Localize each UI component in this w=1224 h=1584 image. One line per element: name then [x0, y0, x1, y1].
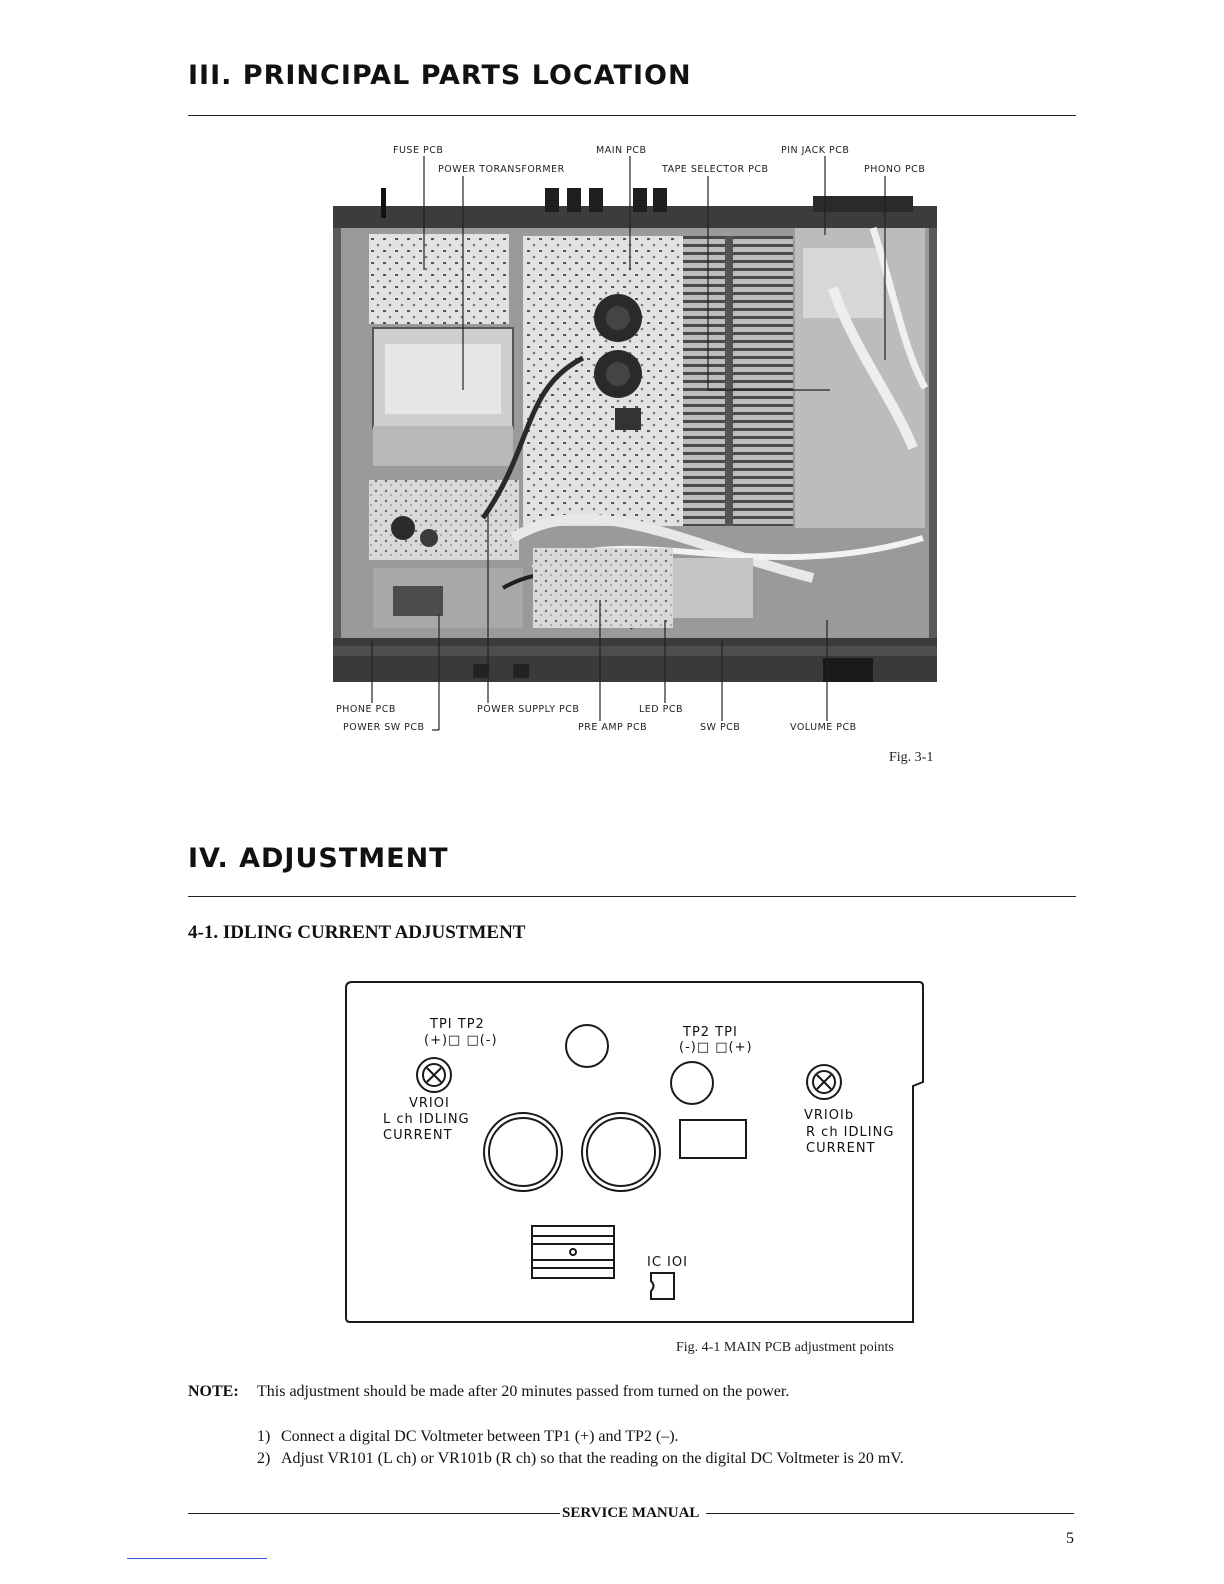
vr101-label: VRIOI: [409, 1096, 450, 1111]
label-pin-jack-pcb: PIN JACK PCB: [781, 145, 850, 156]
step-text: Connect a digital DC Voltmeter between TP1 (+) and TP2 (–).: [281, 1428, 679, 1445]
subsection-title: 4-1. IDLING CURRENT ADJUSTMENT: [188, 922, 526, 943]
step-number: 1): [257, 1428, 271, 1445]
fig31-caption: Fig. 3-1: [889, 750, 934, 765]
left-tp-header: TPI TP2: [430, 1017, 485, 1032]
label-phone-pcb: PHONE PCB: [336, 704, 396, 715]
footer-rule-right: [706, 1513, 1074, 1514]
label-pre-amp-pcb: PRE AMP PCB: [578, 722, 648, 733]
fig41-caption: Fig. 4-1 MAIN PCB adjustment points: [676, 1340, 894, 1355]
label-power-sw-pcb: POWER SW PCB: [343, 722, 425, 733]
right-tp-polarity: (-)□ □(+): [679, 1040, 753, 1055]
note-label: NOTE:: [188, 1383, 239, 1400]
vr101b-label: VRIOIb: [804, 1108, 855, 1123]
section-title-adjustment: IV. ADJUSTMENT: [188, 843, 449, 874]
bottom-link-line: [127, 1558, 267, 1559]
vr101-label: CURRENT: [383, 1128, 453, 1143]
label-power-transformer: POWER TORANSFORMER: [438, 164, 565, 175]
left-tp-polarity: (+)□ □(-): [424, 1033, 498, 1048]
section-title-parts-location: III. PRINCIPAL PARTS LOCATION: [188, 60, 692, 91]
label-phono-pcb: PHONO PCB: [864, 164, 926, 175]
label-volume-pcb: VOLUME PCB: [790, 722, 857, 733]
step-text: Adjust VR101 (L ch) or VR101b (R ch) so that the reading on the digital DC Voltmeter is 20 mV.: [281, 1450, 904, 1467]
ic101-label: IC IOI: [647, 1255, 688, 1270]
page-number: 5: [1066, 1530, 1074, 1547]
label-main-pcb: MAIN PCB: [596, 145, 647, 156]
label-led-pcb: LED PCB: [639, 704, 684, 715]
label-fuse-pcb: FUSE PCB: [393, 145, 444, 156]
label-tape-selector-pcb: TAPE SELECTOR PCB: [662, 164, 769, 175]
label-sw-pcb: SW PCB: [700, 722, 741, 733]
footer-rule-left: [188, 1513, 560, 1514]
note-text: This adjustment should be made after 20 minutes passed from turned on the power.: [257, 1383, 790, 1400]
footer-label: SERVICE MANUAL: [562, 1505, 700, 1521]
step-number: 2): [257, 1450, 271, 1467]
vr101-label: L ch IDLING: [383, 1112, 470, 1127]
label-power-supply-pcb: POWER SUPPLY PCB: [477, 704, 580, 715]
right-tp-header: TP2 TPI: [683, 1025, 738, 1040]
vr101b-label: CURRENT: [806, 1141, 876, 1156]
vr101b-label: R ch IDLING: [806, 1125, 895, 1140]
